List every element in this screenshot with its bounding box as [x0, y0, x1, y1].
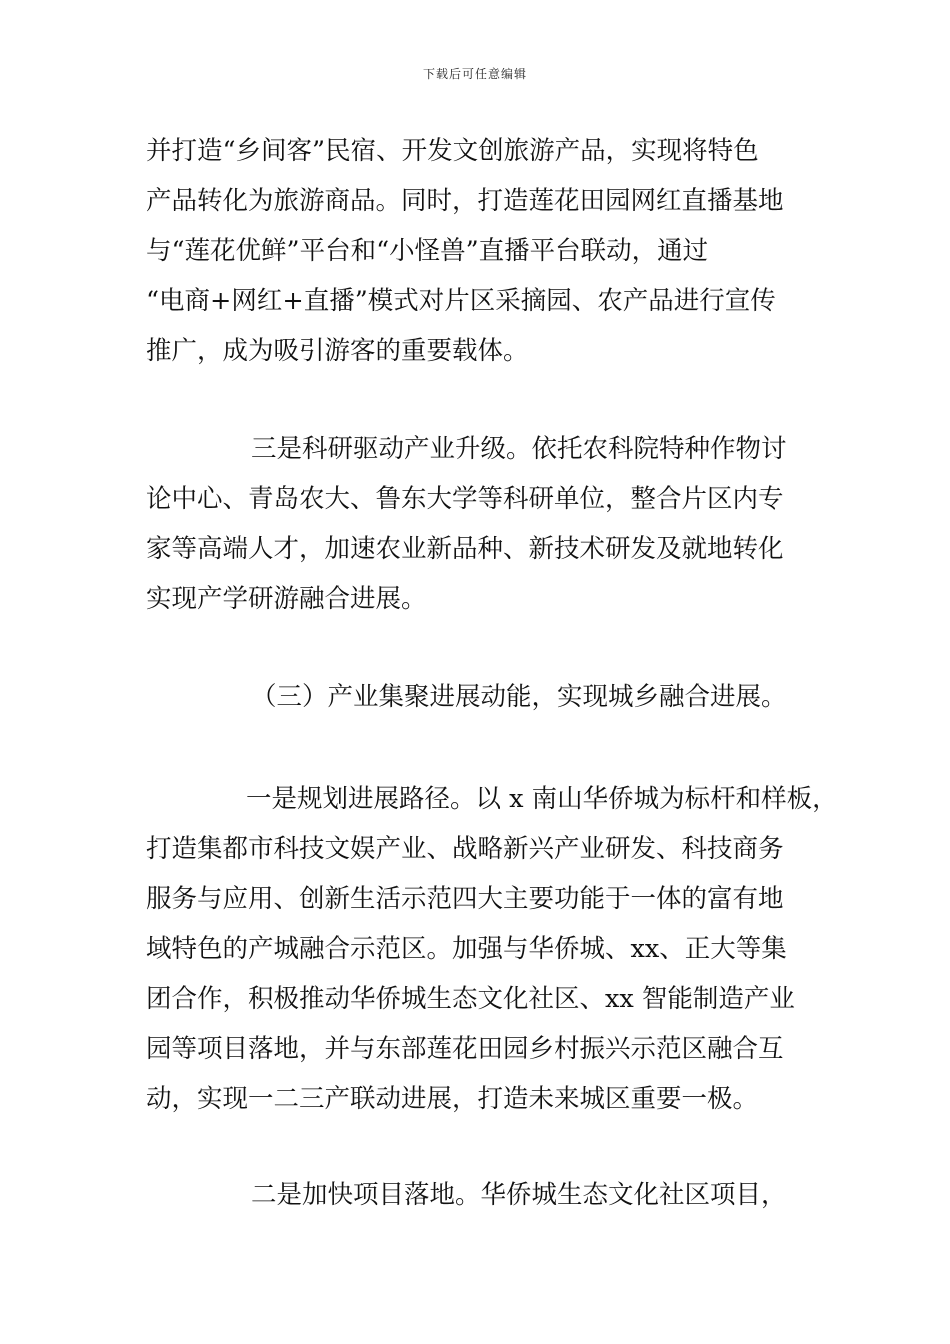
page-header: 下载后可任意编辑	[422, 67, 527, 81]
text-line: 团合作，积极推动华侨城生态文化社区、xx 智能制造产业	[146, 984, 795, 1014]
paragraph-tourism-livestream	[146, 126, 826, 376]
text-line: 域特色的产城融合示范区。加强与华侨城、xx、正大等集	[146, 934, 787, 964]
text-line: 与“莲花优鲜”平台和“小怪兽”直播平台联动，通过	[146, 236, 709, 266]
text-line: 一是规划进展路径。以 x 南山华侨城为标杆和样板，	[246, 784, 838, 814]
text-line: 动，实现一二三产联动进展，打造未来城区重要一极。	[146, 1084, 759, 1114]
section-heading-text: （三）产业集聚进展动能，实现城乡融合进展。	[251, 682, 787, 712]
text-line: 服务与应用、创新生活示范四大主要功能于一体的富有地	[146, 884, 784, 914]
text-line: 三是科研驱动产业升级。依托农科院特种作物讨	[251, 434, 787, 464]
text-line: 二是加快项目落地。华侨城生态文化社区项目，	[251, 1180, 787, 1210]
text-line: 推广，成为吸引游客的重要载体。	[146, 336, 529, 366]
paragraph-project-landing	[146, 1170, 826, 1220]
text-line: 论中心、青岛农大、鲁东大学等科研单位，整合片区内专	[146, 484, 784, 514]
text-line: “电商+网红+直播”模式对片区采摘园、农产品进行宣传	[146, 286, 776, 316]
text-line: 产品转化为旅游商品。同时，打造莲花田园网红直播基地	[146, 186, 784, 216]
text-line: 打造集都市科技文娱产业、战略新兴产业研发、科技商务	[146, 834, 784, 864]
text-line: 园等项目落地，并与东部莲花田园乡村振兴示范区融合互	[146, 1034, 784, 1064]
paragraph-planning-path	[146, 774, 838, 1124]
text-line: 家等高端人才，加速农业新品种、新技术研发及就地转化	[146, 534, 784, 564]
text-line: 并打造“乡间客”民宿、开发文创旅游产品，实现将特色	[146, 136, 759, 166]
section-heading-3	[146, 672, 826, 722]
paragraph-research-driven	[146, 424, 826, 624]
text-line: 实现产学研游融合进展。	[146, 584, 427, 614]
